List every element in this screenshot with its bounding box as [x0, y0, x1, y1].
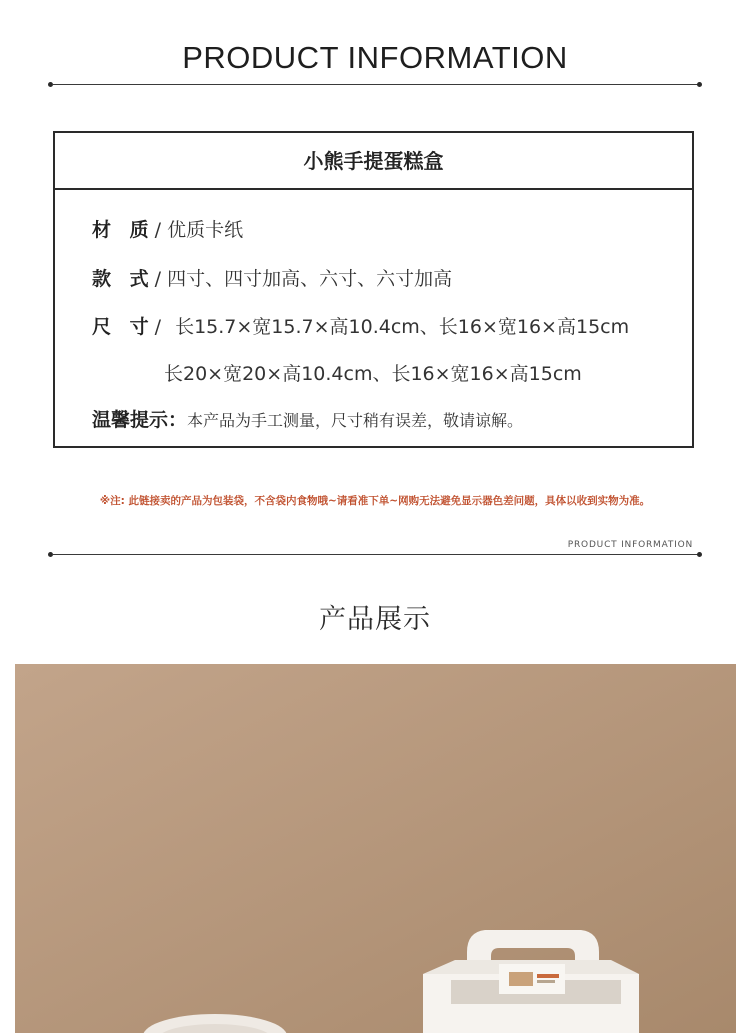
size-line-2: 长20×宽20×高10.4cm、长16×宽16×高15cm: [164, 363, 582, 385]
material-value: 优质卡纸: [167, 219, 244, 241]
material-sep: /: [154, 219, 162, 241]
size-line-1: 长15.7×宽15.7×高10.4cm、长16×宽16×高15cm: [175, 316, 630, 338]
tip-label: 温馨提示：: [92, 409, 188, 431]
divider-dot-right: [697, 82, 702, 87]
style-value: 四寸、四寸加高、六寸、六寸加高: [167, 268, 453, 290]
purchase-notice: ※注: 此链接卖的产品为包装袋，不含袋内食物哦~请看准下单~网购无法避免显示器色差问题，具体以收到实物为准。: [99, 495, 651, 507]
cake-box-illustration: [15, 664, 736, 1033]
style-sep: /: [154, 268, 162, 290]
style-label: 款 式: [92, 268, 155, 290]
size-label: 尺 寸: [92, 316, 155, 338]
tip-row: [92, 405, 523, 432]
section-divider: [52, 554, 698, 555]
product-photo: [15, 664, 736, 1033]
style-row: [92, 264, 452, 291]
product-name: 小熊手提蛋糕盒: [55, 133, 692, 190]
material-label: 材 质: [92, 219, 155, 241]
tip-value: 本产品为手工测量，尺寸稍有误差，敬请谅解。: [187, 411, 524, 430]
divider-caption: PRODUCT INFORMATION: [567, 540, 693, 550]
section-title: 产品展示: [319, 604, 431, 635]
divider-dot-right-2: [697, 552, 702, 557]
header-divider: [52, 84, 698, 85]
material-row: [92, 215, 243, 242]
product-info-box: [53, 131, 694, 448]
page-title: PRODUCT INFORMATION: [182, 40, 568, 75]
size-row: [92, 312, 629, 339]
size-sep: /: [154, 316, 162, 338]
